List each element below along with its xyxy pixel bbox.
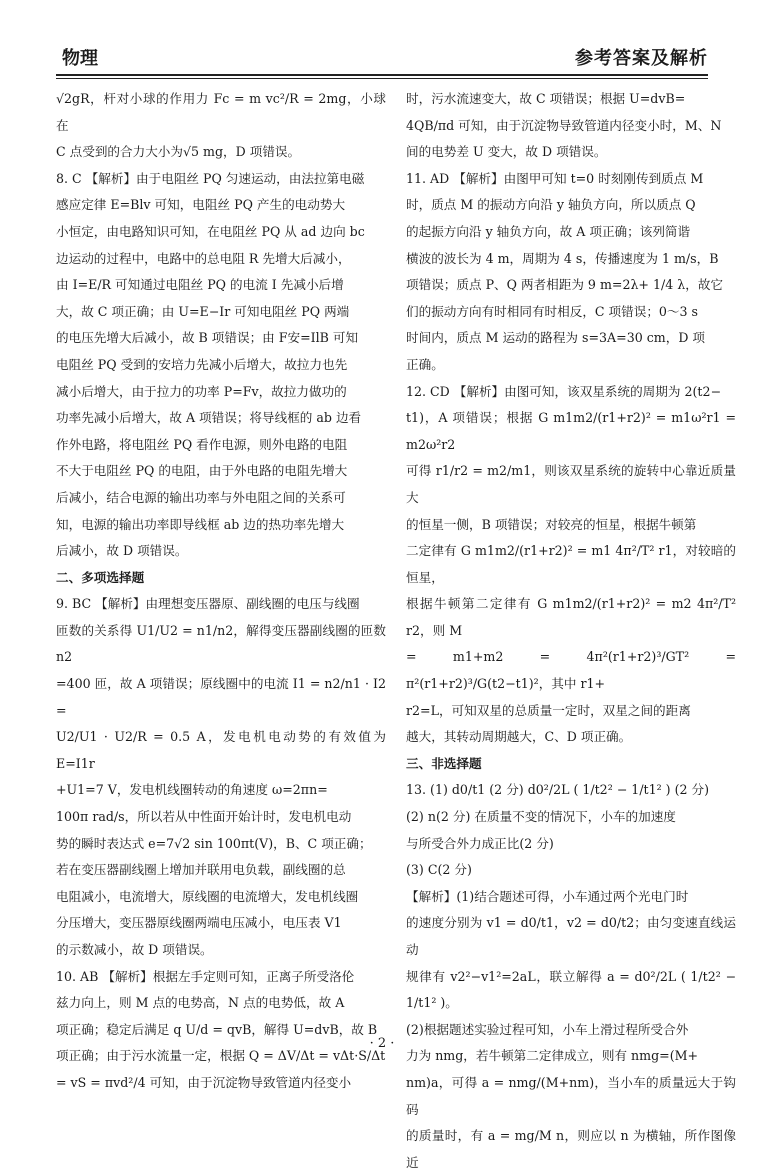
text-line: 4QB/πd 可知，由于沉淀物导致管道内径变小时，M、N [406,117,722,133]
text-line: 的电压先增大后减小，故 B 项错误；由 F安=IlB 可知 [56,330,359,346]
text-line: 时，质点 M 的振动方向沿 y 轴负方向，所以质点 Q [406,197,696,213]
text-line: 正确。 [406,356,444,372]
text-line: 项正确；由于污水流量一定，根据 Q = ΔV/Δt = vΔt·S/Δt [56,1048,386,1064]
text-line: 横波的波长为 4 m，周期为 4 s，传播速度为 1 m/s，B [406,250,719,266]
text-line: 100π rad/s，所以若从中性面开始计时，发电机电动 [56,809,352,825]
text-line: 8. C 【解析】由于电阻丝 PQ 匀速运动，由法拉第电磁 [56,170,365,186]
text-line: 兹力向上，则 M 点的电势高，N 点的电势低，故 A [56,995,345,1011]
text-line: 小恒定，由电路知识可知，在电阻丝 PQ 从 ad 边向 bc [56,223,365,239]
text-line: 根据牛顿第二定律有 G m1m2/(r1+r2)² = m2 4π²/T² r2，则 M [406,596,736,638]
left-column [56,86,386,1097]
text-line: 的起振方向沿 y 轴负方向，故 A 项正确；该列简谐 [406,223,691,239]
text-line: 与所受合外力成正比(2 分) [406,835,554,851]
text-line: 三、非选择题 [406,755,482,771]
text-line: 们的振动方向有时相同有时相反，C 项错误；0～3 s [406,303,699,319]
text-line: 时，污水流速变大，故 C 项错误；根据 U=dvB= [406,91,686,106]
text-line: 电阻减小，电流增大，原线圈的电流增大，发电机线圈 [56,888,359,904]
text-line: 13. (1) d0/t1 (2 分) d0²/2L ( 1/t2² − 1/t1² ) (2 分) [406,782,710,798]
header-subject: 物理 [62,48,98,69]
text-line: nm)a，可得 a = nmg/(M+nm)，当小车的质量远大于钩码 [406,1074,736,1117]
text-line: U2/U1 · U2/R = 0.5 A，发电机电动势的有效值为 E=I1r [56,729,386,771]
text-line: 力为 nmg，若牛顿第二定律成立，则有 nmg=(M+ [406,1048,699,1064]
text-line: 后减小，结合电源的输出功率与外电阻之间的关系可 [56,489,346,505]
text-line: √2gR，杆对小球的作用力 Fc = m vc²/R = 2mg，小球在 [56,91,386,133]
text-line: 项正确；稳定后满足 q U/d = qvB，解得 U=dvB，故 B [56,1021,378,1037]
text-line: 间的电势差 U 变大，故 D 项错误。 [406,144,607,160]
text-line: 匝数的关系得 U1/U2 = n1/n2，解得变压器副线圈的匝数 n2 [56,622,386,665]
header-section: 参考答案及解析 [575,48,708,69]
text-line: 不大于电阻丝 PQ 的电阻，由于外电路的电阻先增大 [56,463,348,479]
text-line: 大，故 C 项正确；由 U=E−Ir 可知电阻丝 PQ 两端 [56,303,350,319]
text-line: +U1=7 V，发电机线圈转动的角速度 ω=2πn= [56,782,328,798]
text-line: 的恒星一侧，B 项错误；对较亮的恒星，根据牛顿第 [406,516,697,532]
text-line: 后减小，故 D 项错误。 [56,543,188,559]
text-line: 二定律有 G m1m2/(r1+r2)² = m1 4π²/T² r1，对较暗的恒星， [406,543,736,585]
text-line: 越大，其转动周期越大，C、D 项正确。 [406,729,632,745]
text-line: 功率先减小后增大，故 A 项错误；将导线框的 ab 边看 [56,410,362,426]
text-line: 由 I=E/R 可知通过电阻丝 PQ 的电流 I 先减小后增 [56,277,344,293]
text-line: 减小后增大，由于拉力的功率 P=Fv，故拉力做功的 [56,383,347,399]
header-rule [56,74,708,76]
text-line: = m1+m2 = 4π²(r1+r2)³/GT² = π²(r1+r2)³/G(t2−t1)²，其中 r1+ [406,649,736,692]
text-line: 9. BC 【解析】由理想变压器原、副线圈的电压与线圈 [56,596,360,612]
page-number: · 2 · [369,1036,395,1051]
text-line: 的质量时，有 a = mg/M n，则应以 n 为横轴，所作图像近 [406,1128,736,1170]
text-line: 项错误；质点 P、Q 两者相距为 9 m=2λ+ 1/4 λ，故它 [406,277,724,293]
text-line: 的示数减小，故 D 项错误。 [56,942,213,957]
text-line: 规律有 v2²−v1²=2aL，联立解得 a = d0²/2L ( 1/t2² − 1/t1² )。 [406,968,736,1011]
text-line: =400 匝，故 A 项错误；原线圈中的电流 I1 = n2/n1 · I2 = [56,676,386,718]
text-line: 二、多项选择题 [56,569,145,585]
text-line: 感应定律 E=Blv 可知，电阻丝 PQ 产生的电动势大 [56,197,346,213]
text-line: t1)，A 项错误；根据 G m1m2/(r1+r2)² = m1ω²r1 = m2ω²r2 [406,410,736,452]
text-line: r2=L，可知双星的总质量一定时，双星之间的距离 [406,702,691,718]
text-line: 12. CD 【解析】由图可知，该双星系统的周期为 2(t2− [406,383,722,399]
text-line: 时间内，质点 M 运动的路程为 s=3A=30 cm，D 项 [406,330,706,346]
text-line: 边运动的过程中，电路中的总电阻 R 先增大后减小， [56,250,351,266]
text-line: 电阻丝 PQ 受到的安培力先减小后增大，故拉力也先 [56,356,348,372]
text-line: C 点受到的合力大小为√5 mg，D 项错误。 [56,144,301,160]
right-column [406,86,736,1176]
header-rule-thin [56,78,708,79]
text-line: 【解析】(1)结合题述可得，小车通过两个光电门时 [406,888,689,904]
text-line: (2)根据题述实验过程可知，小车上滑过程所受合外 [406,1021,689,1037]
text-line: 分压增大，变压器原线圈两端电压减小，电压表 V1 [56,915,342,931]
text-line: 11. AD 【解析】由图甲可知 t=0 时刻刚传到质点 M [406,170,704,186]
text-line: 的速度分别为 v1 = d0/t1，v2 = d0/t2；由匀变速直线运动 [406,915,736,957]
text-line: (2) n(2 分) 在质量不变的情况下，小车的加速度 [406,809,676,825]
text-line: 知，电源的输出功率即导线框 ab 边的热功率先增大 [56,516,345,532]
text-line: 10. AB 【解析】根据左手定则可知，正离子所受洛伦 [56,968,355,984]
text-line: 作外电路，将电阻丝 PQ 看作电源，则外电路的电阻 [56,436,348,452]
text-line: 势的瞬时表达式 e=7√2 sin 100πt(V)，B、C 项正确； [56,835,372,851]
text-line: (3) C(2 分) [406,862,472,878]
text-line: 若在变压器副线圈上增加并联用电负载，副线圈的总 [56,862,346,878]
text-line: 可得 r1/r2 = m2/m1，则该双星系统的旋转中心靠近质量大 [406,463,736,505]
text-line: = vS = πvd²/4 可知，由于沉淀物导致管道内径变小 [56,1074,352,1090]
